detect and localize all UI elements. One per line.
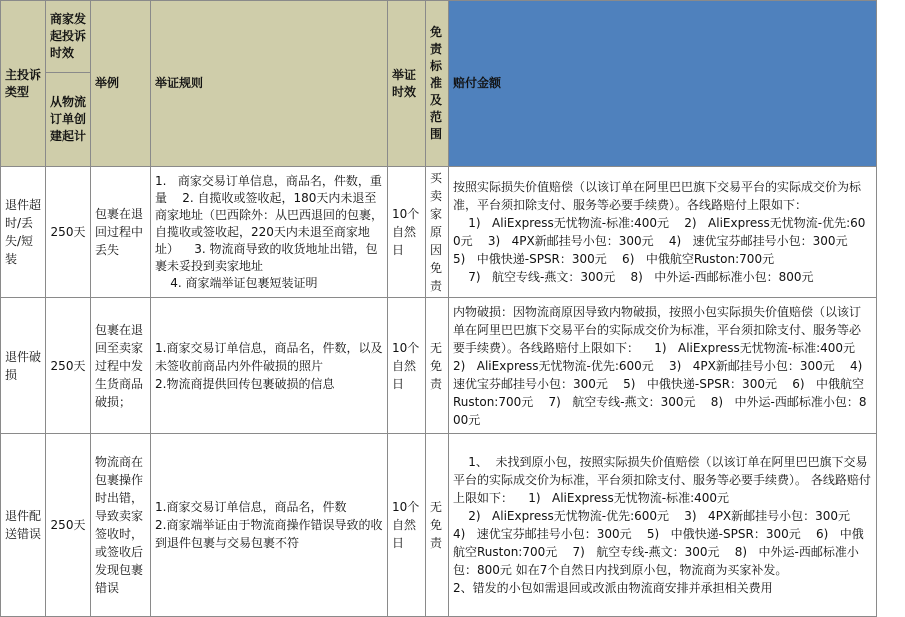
cell-period: 250天 [46,167,91,298]
table-row [1,298,877,434]
header-compensation-amount: 赔付金额 [449,1,877,167]
cell-amount: 内物破损：因物流商原因导致内物破损，按照小包实际损失价值赔偿（以该订单在阿里巴巴旗下交易平台的实际成交价为标准，平台须扣除支付、服务等必要手续费）。各线路赔付上限如下： 1) AliExpress无忧物流-标准:400元 2) AliExpress无忧物流-优先:600元 3) 4PX新邮挂号小包：300元 4) 速优宝芬邮挂号小包：300元 5) 中俄快递-SPSR：300元 6) 中俄航空Ruston:700元 7) 航空专线-燕文：300元 8) 中外运-西邮标准小包：800元 [449,298,877,434]
cell-example: 包裹在退回过程中丢失 [91,167,151,298]
header-proof-time: 举证时效 [388,1,426,167]
header-proof-rules: 举证规则 [151,1,388,167]
header-complaint-type: 主投诉类型 [1,1,46,167]
cell-type: 退件配送错误 [1,434,46,617]
cell-example: 物流商在包裹操作时出错，导致卖家签收时，或签收后发现包裹错误 [91,434,151,617]
cell-period: 250天 [46,434,91,617]
cell-amount: 按照实际损失价值赔偿（以该订单在阿里巴巴旗下交易平台的实际成交价为标准，平台须扣除支付、服务等必要手续费）。各线路赔付上限如下： 1) AliExpress无忧物流-标准:400元 2) AliExpress无忧物流-优先:600元 3) 4PX新邮挂号小包：300元 4) 速优宝芬邮挂号小包：300元 5) 中俄快递-SPSR：300元 6) 中俄航空Ruston:700元 7) 航空专线-燕文：300元 8) 中外运-西邮标准小包：800元 [449,167,877,298]
header-period-start: 从物流订单创建起计 [46,73,91,167]
cell-exemption: 无免责 [426,434,449,617]
cell-exemption: 无免责 [426,298,449,434]
header-row [1,1,877,73]
table-row [1,167,877,298]
cell-exemption: 买卖家原因免责 [426,167,449,298]
cell-proof-time: 10个自然日 [388,434,426,617]
cell-amount: 1、 未找到原小包，按照实际损失价值赔偿（以该订单在阿里巴巴旗下交易平台的实际成交价为标准，平台须扣除支付、服务等必要手续费）。 各线路赔付上限如下： 1) AliExpress无忧物流-标准:400元 2) AliExpress无忧物流-优先:600元 3) 4PX新邮挂号小包：300元 4) 速优宝芬邮挂号小包：300元 5) 中俄快递-SPSR：300元 6) 中俄航空Ruston:700元 7) 航空专线-燕文：300元 8) 中外运-西邮标准小包：800元 如在7个自然日内找到原小包，物流商为买家补发。 2、错发的小包如需退回或改派由物流商安排并承担相关费用 [449,434,877,617]
table-row [1,434,877,617]
header-example: 举例 [91,1,151,167]
header-complaint-period: 商家发起投诉时效 [46,1,91,73]
cell-proof-time: 10个自然日 [388,298,426,434]
cell-type: 退件破损 [1,298,46,434]
cell-rule: 1.商家交易订单信息，商品名，件数，以及未签收前商品内外件破损的照片 2.物流商提供回传包裹破损的信息 [151,298,388,434]
cell-rule: 1.商家交易订单信息，商品名，件数 2.商家端举证由于物流商操作错误导致的收到退件包裹与交易包裹不符 [151,434,388,617]
header-exemption: 免责标准及范围 [426,1,449,167]
cell-type: 退件超时/丢失/短装 [1,167,46,298]
cell-proof-time: 10个自然日 [388,167,426,298]
cell-period: 250天 [46,298,91,434]
cell-rule: 1. 商家交易订单信息，商品名，件数，重量 2. 自揽收或签收起，180天内未退至商家地址（巴西除外：从巴西退回的包裹，自揽收或签收起，220天内未退至商家地址） 3. 物流商导致的收货地址出错，包裹未妥投到卖家地址 4. 商家端举证包裹短装证明 [151,167,388,298]
cell-example: 包裹在退回至卖家过程中发生货商品破损； [91,298,151,434]
